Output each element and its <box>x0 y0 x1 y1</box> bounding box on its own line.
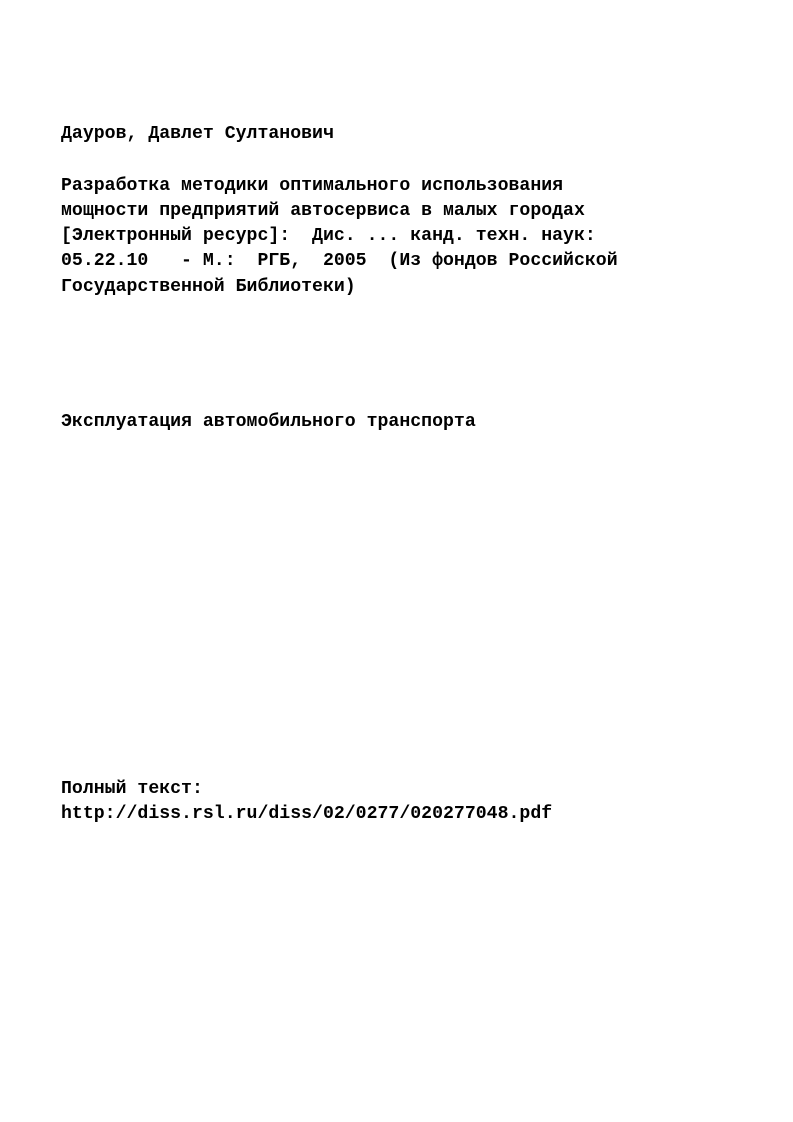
title-line-5: Государственной Библиотеки) <box>61 277 356 297</box>
title-line-1: Разработка методики оптимального использования <box>61 176 564 196</box>
title-line-2: мощности предприятий автосервиса в малых городах <box>61 201 585 221</box>
full-text-label: Полный текст: <box>61 779 203 799</box>
full-text-url[interactable]: http://diss.rsl.ru/diss/02/0277/020277048.pdf <box>61 804 553 824</box>
author-name: Дауров, Давлет Султанович <box>61 124 334 144</box>
title-line-3: [Электронный ресурс]: Дис. ... канд. техн. наук: <box>61 226 596 246</box>
title-line-4: 05.22.10 - М.: РГБ, 2005 (Из фондов Российской <box>61 251 618 271</box>
subject-heading: Эксплуатация автомобильного транспорта <box>61 412 476 432</box>
